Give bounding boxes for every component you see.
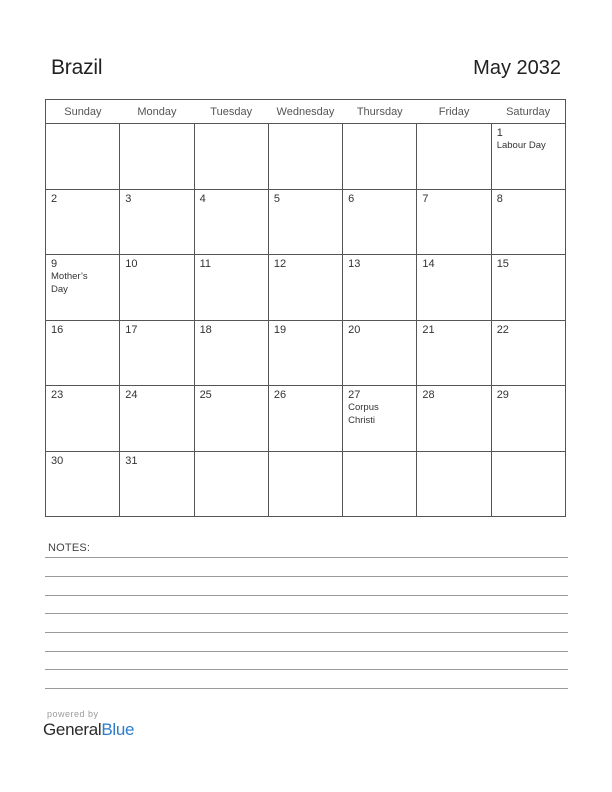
notes-line xyxy=(45,669,568,670)
notes-label: NOTES: xyxy=(48,542,91,554)
day-cell xyxy=(343,386,417,452)
day-cell xyxy=(120,124,194,190)
day-cell xyxy=(343,124,417,190)
day-number: 22 xyxy=(496,323,509,336)
day-cell xyxy=(417,255,491,321)
day-cell xyxy=(491,386,565,452)
week-row xyxy=(46,189,566,255)
week-row xyxy=(46,124,566,190)
day-cell xyxy=(491,255,565,321)
week-row xyxy=(46,255,566,321)
day-cell xyxy=(268,451,342,517)
day-cell xyxy=(268,255,342,321)
day-cell xyxy=(343,255,417,321)
day-cell xyxy=(46,386,120,452)
day-cell xyxy=(343,189,417,255)
brand-general: General xyxy=(43,720,102,739)
notes-line xyxy=(45,557,568,558)
month-year-title: May 2032 xyxy=(473,57,561,79)
day-number: 4 xyxy=(199,192,206,205)
weekday-friday: Friday xyxy=(417,100,491,124)
weekday-saturday: Saturday xyxy=(491,100,565,124)
day-number: 21 xyxy=(422,323,435,336)
holiday-label: Mother’s Day xyxy=(51,271,88,295)
weekday-wednesday: Wednesday xyxy=(268,100,342,124)
day-number: 23 xyxy=(51,389,64,401)
calendar-body xyxy=(46,124,566,517)
day-cell xyxy=(120,320,194,386)
notes-line xyxy=(45,595,568,596)
weekday-tuesday: Tuesday xyxy=(194,100,268,124)
day-number: 18 xyxy=(199,323,212,336)
day-number: 3 xyxy=(125,192,132,205)
holiday-label: Corpus Christi xyxy=(348,402,379,426)
week-row xyxy=(46,320,566,386)
day-number: 30 xyxy=(51,454,64,467)
day-cell xyxy=(194,255,268,321)
day-cell xyxy=(268,320,342,386)
day-number: 6 xyxy=(348,192,355,205)
day-cell xyxy=(46,451,120,517)
weekday-thursday: Thursday xyxy=(343,100,417,124)
day-number: 10 xyxy=(125,258,138,270)
day-cell xyxy=(120,451,194,517)
day-cell xyxy=(491,451,565,517)
day-number: 7 xyxy=(422,192,429,205)
day-number: 29 xyxy=(496,389,509,401)
day-cell xyxy=(417,189,491,255)
day-cell xyxy=(120,386,194,452)
day-cell xyxy=(491,320,565,386)
day-cell xyxy=(491,124,565,190)
day-number: 24 xyxy=(125,389,138,401)
day-cell xyxy=(343,451,417,517)
day-cell xyxy=(417,124,491,190)
day-cell xyxy=(343,320,417,386)
day-cell xyxy=(194,320,268,386)
day-cell xyxy=(417,386,491,452)
day-number: 20 xyxy=(348,323,361,336)
day-number: 31 xyxy=(125,454,138,467)
day-cell xyxy=(46,124,120,190)
notes-line xyxy=(45,632,568,633)
day-number: 25 xyxy=(199,389,212,401)
day-cell xyxy=(491,189,565,255)
day-number: 5 xyxy=(273,192,280,205)
day-number: 13 xyxy=(348,258,361,270)
day-number: 8 xyxy=(496,192,503,205)
day-cell xyxy=(120,189,194,255)
day-cell xyxy=(417,320,491,386)
day-cell xyxy=(268,189,342,255)
day-number: 15 xyxy=(496,258,509,270)
notes-line xyxy=(45,613,568,614)
day-cell xyxy=(194,451,268,517)
brand-blue: Blue xyxy=(101,720,135,739)
day-number: 12 xyxy=(273,258,287,270)
day-number: 14 xyxy=(422,258,435,270)
day-number: 16 xyxy=(51,323,64,336)
day-number: 11 xyxy=(199,258,211,270)
day-cell xyxy=(46,320,120,386)
day-cell xyxy=(120,255,194,321)
week-row xyxy=(46,386,566,452)
notes-line xyxy=(45,688,568,689)
day-cell xyxy=(46,189,120,255)
day-cell xyxy=(194,124,268,190)
notes-line xyxy=(45,576,568,577)
weekday-header-row xyxy=(46,100,566,124)
country-title: Brazil xyxy=(51,56,103,79)
day-cell xyxy=(268,386,342,452)
day-cell xyxy=(268,124,342,190)
weekday-sunday: Sunday xyxy=(46,100,120,124)
day-number: 9 xyxy=(51,258,58,270)
week-row xyxy=(46,451,566,517)
day-number: 17 xyxy=(125,323,138,336)
powered-by-text: powered by xyxy=(47,709,99,719)
day-cell xyxy=(46,255,120,321)
day-number: 28 xyxy=(422,389,435,401)
notes-line xyxy=(45,651,568,652)
day-number: 1 xyxy=(496,127,503,139)
calendar-grid xyxy=(45,99,566,517)
day-number: 27 xyxy=(348,389,361,401)
holiday-label: Labour Day xyxy=(496,140,546,151)
day-number: 2 xyxy=(51,192,58,205)
day-cell xyxy=(417,451,491,517)
generalblue-logo xyxy=(43,720,134,740)
day-cell xyxy=(194,386,268,452)
day-number: 19 xyxy=(273,323,287,336)
weekday-monday: Monday xyxy=(120,100,194,124)
day-cell xyxy=(194,189,268,255)
day-number: 26 xyxy=(273,389,287,401)
